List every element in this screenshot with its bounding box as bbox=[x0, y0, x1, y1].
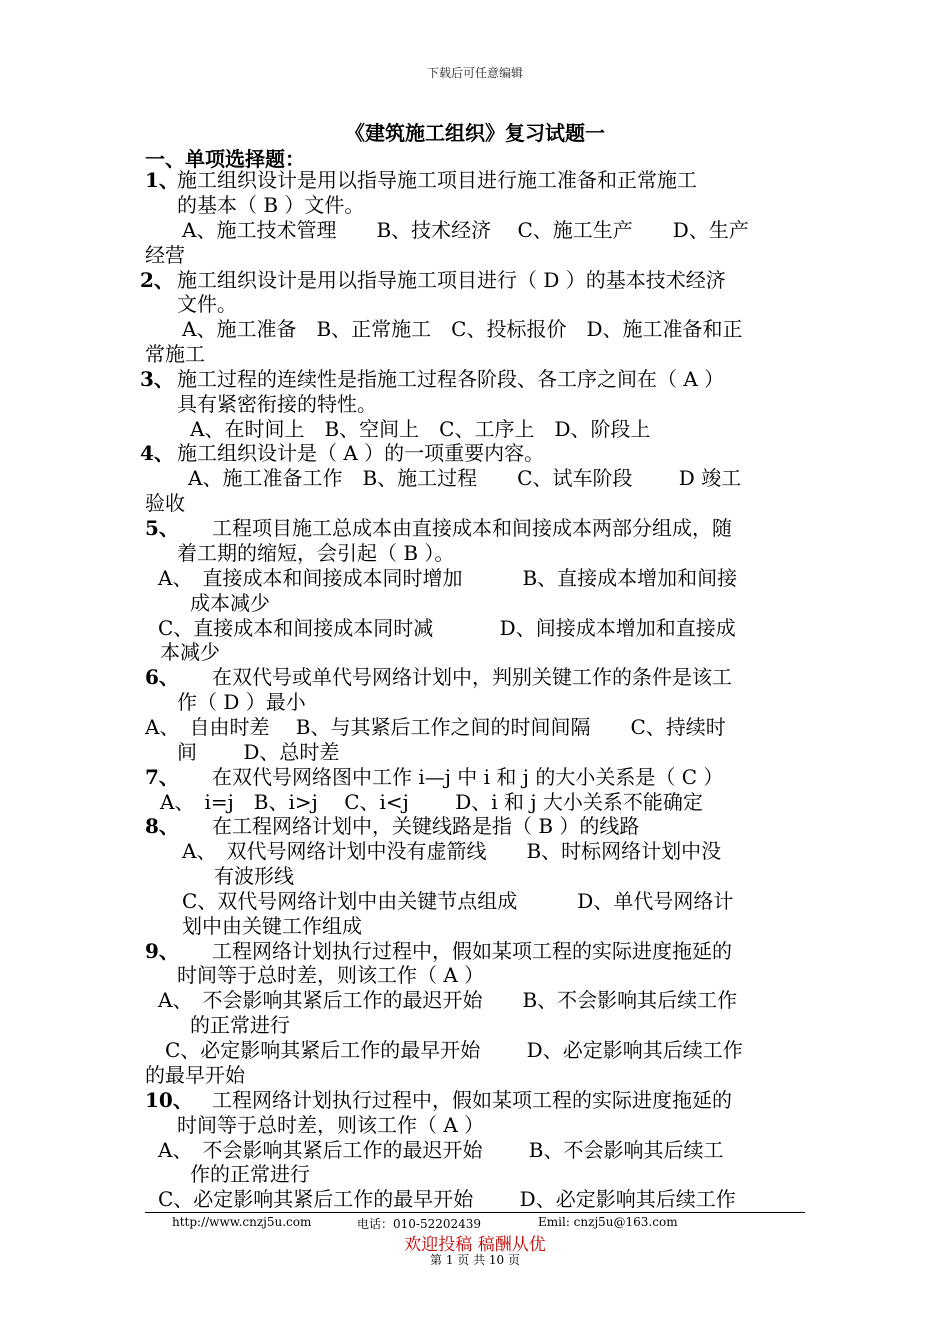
question-text: 在双代号网络图中工作 i—j 中 i 和 j 的大小关系是（ C ） bbox=[212, 765, 724, 789]
question-text: 施工组织设计是用以指导施工项目进行施工准备和正常施工 bbox=[177, 168, 697, 192]
text-line: A、 双代号网络计划中没有虚箭线 B、时标网络计划中没 bbox=[182, 839, 722, 863]
text-line: 时间等于总时差，则该工作（ A ） bbox=[177, 963, 485, 987]
question-text: 工程网络计划执行过程中，假如某项工程的实际进度拖延的 bbox=[212, 1088, 732, 1112]
question-number: 4、 bbox=[140, 441, 174, 465]
text-line: 有波形线 bbox=[214, 864, 294, 888]
question-text: 施工过程的连续性是指施工过程各阶段、各工序之间在（ A ） bbox=[177, 367, 725, 391]
document-title: 《建筑施工组织》复习试题一 bbox=[345, 121, 605, 145]
text-line: A、 自由时差 B、与其紧后工作之间的时间间隔 C、持续时 bbox=[145, 715, 726, 739]
footer-welcome: 欢迎投稿 稿酬从优 bbox=[404, 1235, 546, 1255]
text-line: 成本减少 bbox=[190, 591, 270, 615]
text-line: 经营 bbox=[145, 243, 185, 267]
question-text: 在双代号或单代号网络计划中，判别关键工作的条件是该工 bbox=[212, 665, 732, 689]
text-line: A、 i=j B、i>j C、i<j D、i 和 j 大小关系不能确定 bbox=[160, 790, 703, 814]
text-line: 常施工 bbox=[145, 342, 205, 366]
footer-email: Emil: cnzj5u@163.com bbox=[538, 1215, 678, 1229]
text-line: A、施工技术管理 B、技术经济 C、施工生产 D、生产 bbox=[182, 218, 749, 242]
text-line: 间 D、总时差 bbox=[177, 740, 340, 764]
question-text: 工程项目施工总成本由直接成本和间接成本两部分组成，随 bbox=[212, 516, 732, 540]
text-line: A、在时间上 B、空间上 C、工序上 D、阶段上 bbox=[190, 417, 651, 441]
text-line: A、 直接成本和间接成本同时增加 B、直接成本增加和间接 bbox=[158, 566, 738, 590]
section-heading: 一、单项选择题： bbox=[145, 147, 305, 171]
question-number: 7、 bbox=[145, 765, 179, 789]
question-text: 施工组织设计是用以指导施工项目进行（ D ）的基本技术经济 bbox=[177, 268, 726, 292]
text-line: 本减少 bbox=[160, 640, 220, 664]
question-number: 10、 bbox=[145, 1088, 193, 1112]
text-line: 划中由关键工作组成 bbox=[182, 914, 362, 938]
text-line: A、 不会影响其紧后工作的最迟开始 B、不会影响其后续工 bbox=[158, 1138, 724, 1162]
text-line: 验收 bbox=[145, 491, 185, 515]
question-text: 工程网络计划执行过程中，假如某项工程的实际进度拖延的 bbox=[212, 939, 732, 963]
question-number: 6、 bbox=[145, 665, 179, 689]
text-line: 的基本（ B ）文件。 bbox=[177, 193, 365, 217]
text-line: A、施工准备 B、正常施工 C、投标报价 D、施工准备和正 bbox=[182, 317, 743, 341]
text-line: A、 不会影响其紧后工作的最迟开始 B、不会影响其后续工作 bbox=[158, 988, 738, 1012]
header-note: 下载后可任意编辑 bbox=[426, 66, 523, 80]
text-line: C、双代号网络计划中由关键节点组成 D、单代号网络计 bbox=[182, 889, 734, 913]
text-line: 作（ D ）最小 bbox=[177, 690, 306, 714]
question-number: 1、 bbox=[145, 168, 179, 192]
question-number: 3、 bbox=[140, 367, 174, 391]
footer-divider bbox=[145, 1212, 805, 1213]
text-line: 作的正常进行 bbox=[190, 1162, 310, 1186]
text-line: 时间等于总时差，则该工作（ A ） bbox=[177, 1113, 485, 1137]
question-number: 8、 bbox=[145, 814, 179, 838]
text-line: C、直接成本和间接成本同时减 D、间接成本增加和直接成 bbox=[158, 616, 736, 640]
question-number: 5、 bbox=[145, 516, 179, 540]
text-line: C、必定影响其紧后工作的最早开始 D、必定影响其后续工作 bbox=[158, 1187, 736, 1211]
footer-phone: 电话：010-52202439 bbox=[357, 1217, 482, 1231]
text-line: 具有紧密衔接的特性。 bbox=[177, 392, 377, 416]
text-line: A、施工准备工作 B、施工过程 C、试车阶段 D 竣工 bbox=[188, 466, 742, 490]
question-text: 施工组织设计是（ A ）的一项重要内容。 bbox=[177, 441, 545, 465]
text-line: 的最早开始 bbox=[145, 1063, 245, 1087]
question-number: 2、 bbox=[140, 268, 174, 292]
text-line: 着工期的缩短，会引起（ B ）。 bbox=[177, 541, 455, 565]
footer-url: http://www.cnzj5u.com bbox=[172, 1215, 312, 1229]
text-line: 文件。 bbox=[177, 292, 237, 316]
text-line: 的正常进行 bbox=[190, 1013, 290, 1037]
page-number: 第 1 页 共 10 页 bbox=[430, 1253, 520, 1267]
question-text: 在工程网络计划中，关键线路是指（ B ）的线路 bbox=[212, 814, 640, 838]
question-number: 9、 bbox=[145, 939, 179, 963]
text-line: C、必定影响其紧后工作的最早开始 D、必定影响其后续工作 bbox=[165, 1038, 743, 1062]
